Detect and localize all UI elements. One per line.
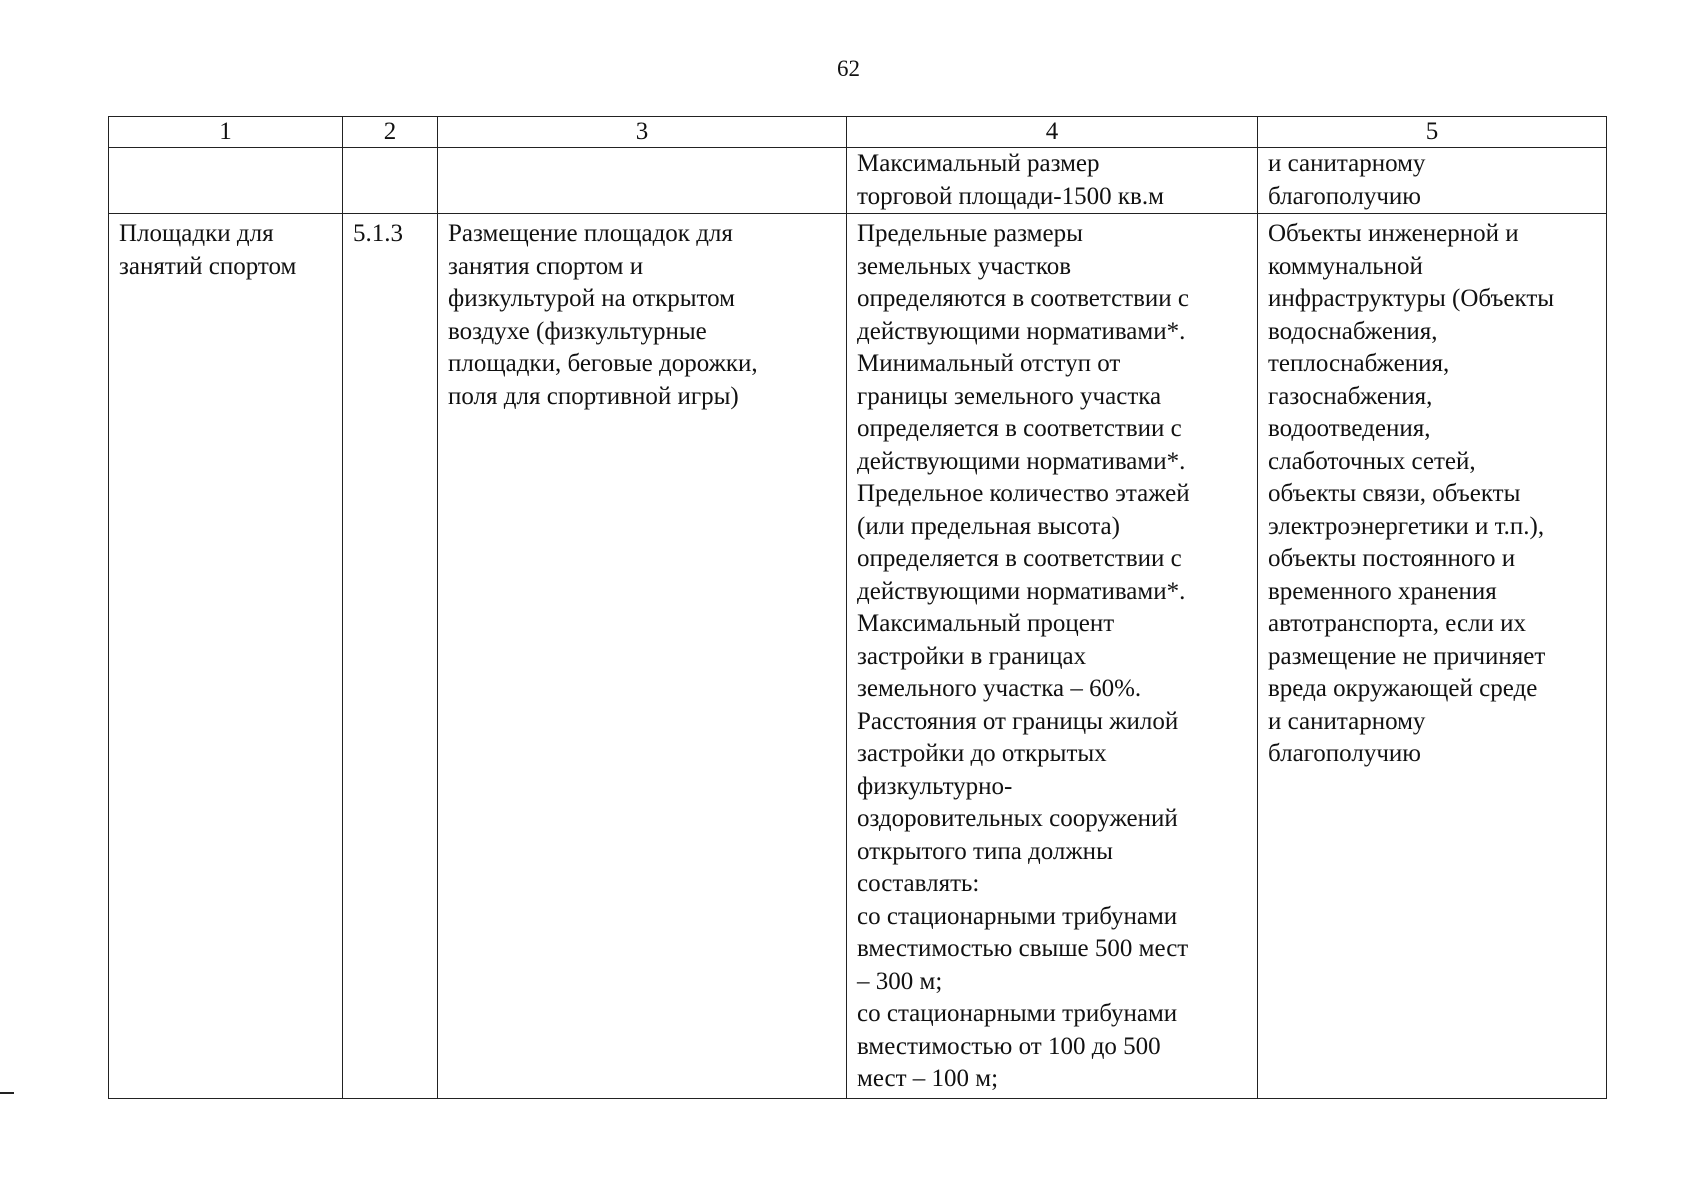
parameters-line: (или предельная высота) bbox=[857, 512, 1120, 540]
auxiliary-line: временного хранения bbox=[1268, 577, 1497, 605]
parameters-line: границы земельного участка bbox=[857, 382, 1162, 410]
parameters-line: земельного участка – 60%. bbox=[857, 675, 1142, 702]
table-row-sports-grounds bbox=[109, 214, 1607, 1099]
auxiliary-line: теплоснабжения, bbox=[1268, 350, 1450, 377]
parameters-line: Предельное количество этажей bbox=[857, 480, 1190, 507]
zoning-table bbox=[108, 116, 1607, 1099]
cont-cell-5-line: и санитарному bbox=[1268, 150, 1426, 177]
auxiliary-line: Объекты инженерной и bbox=[1268, 220, 1519, 247]
parameters-line: Максимальный процент bbox=[857, 610, 1115, 637]
auxiliary-line: объекты связи, объекты bbox=[1268, 480, 1521, 507]
auxiliary-line: слаботочных сетей, bbox=[1268, 447, 1476, 475]
cont-cell-5-line: благополучию bbox=[1268, 182, 1421, 210]
description-line: Размещение площадок для bbox=[448, 220, 733, 247]
page-number: 62 bbox=[837, 56, 860, 81]
header-cell-5: 5 bbox=[1258, 117, 1607, 148]
cell-auxiliary-uses bbox=[1258, 214, 1607, 1099]
parameters-line: открытого типа должны bbox=[857, 837, 1113, 865]
parameters-line: со стационарными трибунами bbox=[857, 1000, 1178, 1027]
parameters-line: вместимостью от 100 до 500 bbox=[857, 1032, 1161, 1060]
table-row-continuation bbox=[109, 148, 1607, 214]
auxiliary-line: водоснабжения, bbox=[1268, 317, 1438, 345]
parameters-line: действующими нормативами*. bbox=[857, 447, 1186, 475]
auxiliary-line: коммунальной bbox=[1268, 252, 1423, 280]
description-line: площадки, беговые дорожки, bbox=[448, 350, 758, 377]
parameters-line: определяется в соответствии с bbox=[857, 545, 1182, 572]
cell-use-code: 5.1.3 bbox=[343, 214, 438, 1099]
auxiliary-line: инфраструктуры (Объекты bbox=[1268, 285, 1555, 312]
header-cell-3: 3 bbox=[438, 117, 847, 148]
parameters-line: действующими нормативами*. bbox=[857, 317, 1186, 345]
parameters-line: земельных участков bbox=[857, 252, 1072, 280]
auxiliary-line: газоснабжения, bbox=[1268, 382, 1433, 410]
auxiliary-line: автотранспорта, если их bbox=[1268, 610, 1527, 637]
parameters-line: застройки до открытых bbox=[857, 740, 1107, 767]
cell-use-name bbox=[109, 214, 343, 1099]
parameters-line: Предельные размеры bbox=[857, 220, 1083, 247]
parameters-line: составлять: bbox=[857, 870, 980, 897]
parameters-line: со стационарными трибунами bbox=[857, 902, 1178, 930]
cont-cell-4-line: торговой площади-1500 кв.м bbox=[857, 182, 1164, 210]
parameters-line: – 300 м; bbox=[857, 967, 943, 995]
auxiliary-line: электроэнергетики и т.п.), bbox=[1268, 512, 1545, 540]
parameters-line: физкультурно- bbox=[857, 772, 1013, 800]
use-name-line: занятий спортом bbox=[119, 252, 297, 280]
auxiliary-line: объекты постоянного и bbox=[1268, 545, 1516, 572]
cont-cell-1 bbox=[109, 148, 343, 214]
parameters-line: мест – 100 м; bbox=[857, 1065, 999, 1092]
parameters-line: Минимальный отступ от bbox=[857, 350, 1121, 377]
cell-parameters bbox=[847, 214, 1258, 1099]
header-cell-1: 1 bbox=[109, 117, 343, 148]
auxiliary-line: вреда окружающей среде bbox=[1268, 675, 1538, 702]
parameters-line: застройки в границах bbox=[857, 642, 1087, 670]
parameters-line: действующими нормативами*. bbox=[857, 577, 1186, 605]
cont-cell-4-line: Максимальный размер bbox=[857, 150, 1100, 177]
use-name-line: Площадки для bbox=[119, 220, 274, 247]
parameters-line: вместимостью свыше 500 мест bbox=[857, 935, 1189, 962]
table-header-row bbox=[109, 117, 1607, 148]
description-line: воздухе (физкультурные bbox=[448, 317, 707, 345]
cell-use-description bbox=[438, 214, 847, 1099]
auxiliary-line: водоотведения, bbox=[1268, 415, 1431, 442]
parameters-line: Расстояния от границы жилой bbox=[857, 707, 1179, 735]
header-cell-4: 4 bbox=[847, 117, 1258, 148]
margin-mark bbox=[0, 1092, 14, 1094]
auxiliary-line: размещение не причиняет bbox=[1268, 642, 1546, 670]
parameters-line: определяется в соответствии с bbox=[857, 415, 1182, 442]
parameters-line: определяются в соответствии с bbox=[857, 285, 1190, 312]
description-line: поля для спортивной игры) bbox=[448, 382, 739, 410]
parameters-line: оздоровительных сооружений bbox=[857, 805, 1178, 832]
description-line: занятия спортом и bbox=[448, 252, 644, 280]
auxiliary-line: благополучию bbox=[1268, 740, 1421, 767]
cont-cell-4 bbox=[847, 148, 1258, 214]
description-line: физкультурой на открытом bbox=[448, 285, 735, 312]
cont-cell-3 bbox=[438, 148, 847, 214]
cont-cell-2 bbox=[343, 148, 438, 214]
cont-cell-5 bbox=[1258, 148, 1607, 214]
header-cell-2: 2 bbox=[343, 117, 438, 148]
auxiliary-line: и санитарному bbox=[1268, 707, 1426, 735]
